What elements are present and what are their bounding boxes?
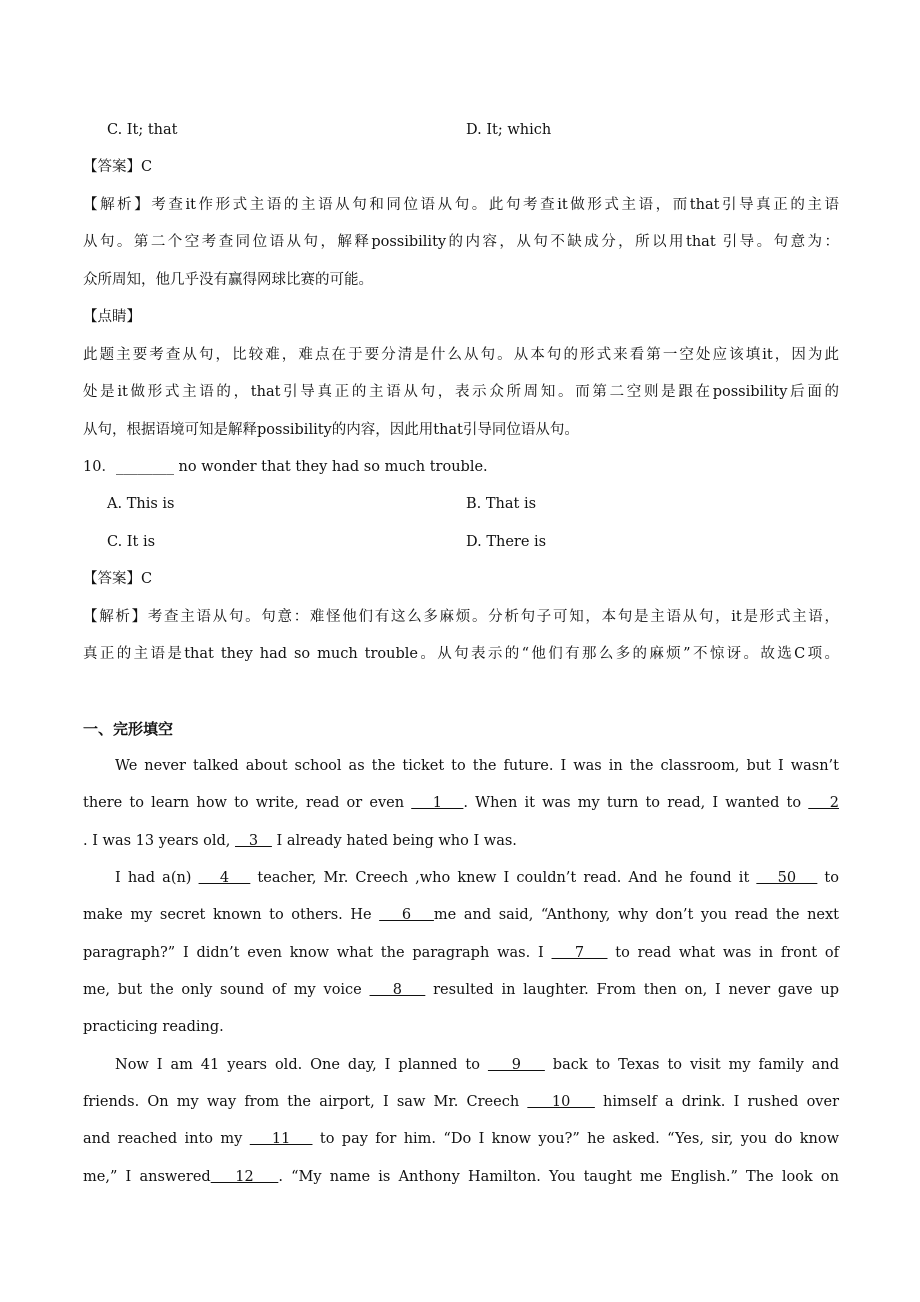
cloze-text: himself a drink. I rushed over bbox=[594, 1094, 839, 1110]
q9-tip-line: 处是it做形式主语的，that引导真正的主语从句，表示众所周知。而第二空则是跟在possibility后面的 bbox=[83, 384, 839, 400]
cloze-blank-1: 1 bbox=[411, 795, 464, 811]
q10-stem: 10．________ no wonder that they had so much trouble. bbox=[83, 459, 488, 475]
q9-tip-label: 【点睛】 bbox=[83, 309, 141, 325]
cloze-blank-2: 2 bbox=[808, 795, 839, 811]
cloze-blank-3: 3 bbox=[235, 833, 272, 849]
cloze-line: practicing reading. bbox=[83, 1019, 224, 1035]
cloze-line bbox=[83, 1129, 839, 1149]
cloze-line bbox=[115, 868, 839, 888]
q10-analysis-line: 【解析】考查主语从句。句意：难怪他们有这么多麻烦。分析句子可知，本句是主语从句，it是形式主语， bbox=[83, 609, 839, 625]
cloze-text: . “My name is Anthony Hamilton. You taught me English.” The look on bbox=[278, 1169, 839, 1185]
q10-option-a: A. This is bbox=[107, 496, 175, 512]
cloze-line bbox=[83, 943, 839, 963]
cloze-text: I already hated being who I was. bbox=[271, 833, 517, 849]
cloze-blank-7: 7 bbox=[551, 945, 608, 961]
q9-option-d: D. It; which bbox=[466, 122, 552, 138]
cloze-blank-4: 4 bbox=[198, 870, 251, 886]
cloze-blank-9: 9 bbox=[487, 1057, 545, 1073]
cloze-text: me, but the only sound of my voice bbox=[83, 982, 370, 998]
cloze-text: resulted in laughter. From then on, I never gave up bbox=[425, 982, 839, 998]
cloze-line bbox=[83, 980, 839, 1000]
cloze-blank-12: 12 bbox=[210, 1169, 279, 1185]
cloze-text: . When it was my turn to read, I wanted to bbox=[463, 795, 809, 811]
q9-tip-line: 从句，根据语境可知是解释possibility的内容，因此用that引导同位语从句。 bbox=[83, 422, 579, 438]
q9-analysis-line: 【解析】考查it作形式主语的主语从句和同位语从句。此句考查it做形式主语，而that引导真正的主语 bbox=[83, 197, 839, 213]
q10-option-d: D. There is bbox=[466, 534, 547, 550]
cloze-blank-6: 6 bbox=[379, 907, 434, 923]
q10-analysis-line: 真正的主语是that they had so much trouble。从句表示的“他们有那么多的麻烦”不惊讶。故选C项。 bbox=[83, 646, 839, 662]
cloze-blank-10: 10 bbox=[527, 1094, 595, 1110]
q10-answer: 【答案】C bbox=[83, 571, 153, 587]
cloze-line bbox=[83, 793, 839, 813]
cloze-text: there to learn how to write, read or even bbox=[83, 795, 412, 811]
cloze-text: friends. On my way from the airport, I saw Mr. Creech bbox=[83, 1094, 528, 1110]
cloze-line bbox=[115, 1055, 839, 1075]
cloze-text: back to Texas to visit my family and bbox=[544, 1057, 839, 1073]
cloze-line bbox=[83, 1167, 839, 1187]
cloze-text: paragraph?” I didn’t even know what the paragraph was. I bbox=[83, 945, 552, 961]
cloze-blank-5: 50 bbox=[756, 870, 818, 886]
cloze-line bbox=[83, 831, 839, 851]
q10-option-c: C. It is bbox=[107, 534, 156, 550]
cloze-line: We never talked about school as the ticket to the future. I was in the classroom, but I wasn’t bbox=[115, 758, 839, 774]
cloze-text: Now I am 41 years old. One day, I planned to bbox=[115, 1057, 488, 1073]
cloze-text: me and said, “Anthony, why don’t you read the next bbox=[433, 907, 839, 923]
cloze-text: and reached into my bbox=[83, 1131, 250, 1147]
cloze-text: me,” I answered bbox=[83, 1169, 211, 1185]
cloze-text: make my secret known to others. He bbox=[83, 907, 380, 923]
cloze-blank-11: 11 bbox=[249, 1131, 313, 1147]
section-title: 一、完形填空 bbox=[83, 720, 174, 738]
q9-tip-line: 此题主要考查从句，比较难，难点在于要分清是什么从句。从本句的形式来看第一空处应该填it，因为此 bbox=[83, 347, 839, 363]
cloze-text: I had a(n) bbox=[115, 870, 199, 886]
cloze-line bbox=[83, 905, 839, 925]
cloze-line bbox=[83, 1092, 839, 1112]
q9-option-c: C. It; that bbox=[107, 122, 178, 138]
cloze-blank-8: 8 bbox=[369, 982, 426, 998]
cloze-text: . I was 13 years old, bbox=[83, 833, 235, 849]
q10-option-b: B. That is bbox=[466, 496, 537, 512]
q9-analysis-line: 从句。第二个空考查同位语从句，解释possibility的内容，从句不缺成分，所以用that 引导。句意为： bbox=[83, 234, 839, 250]
q9-analysis-line: 众所周知，他几乎没有赢得网球比赛的可能。 bbox=[83, 272, 373, 288]
q9-answer: 【答案】C bbox=[83, 159, 153, 175]
cloze-text: to bbox=[817, 870, 839, 886]
cloze-text: to pay for him. “Do I know you?” he asked. “Yes, sir, you do know bbox=[312, 1131, 840, 1147]
cloze-text: to read what was in front of bbox=[607, 945, 839, 961]
cloze-text: teacher, Mr. Creech ,who knew I couldn’t read. And he found it bbox=[250, 870, 757, 886]
